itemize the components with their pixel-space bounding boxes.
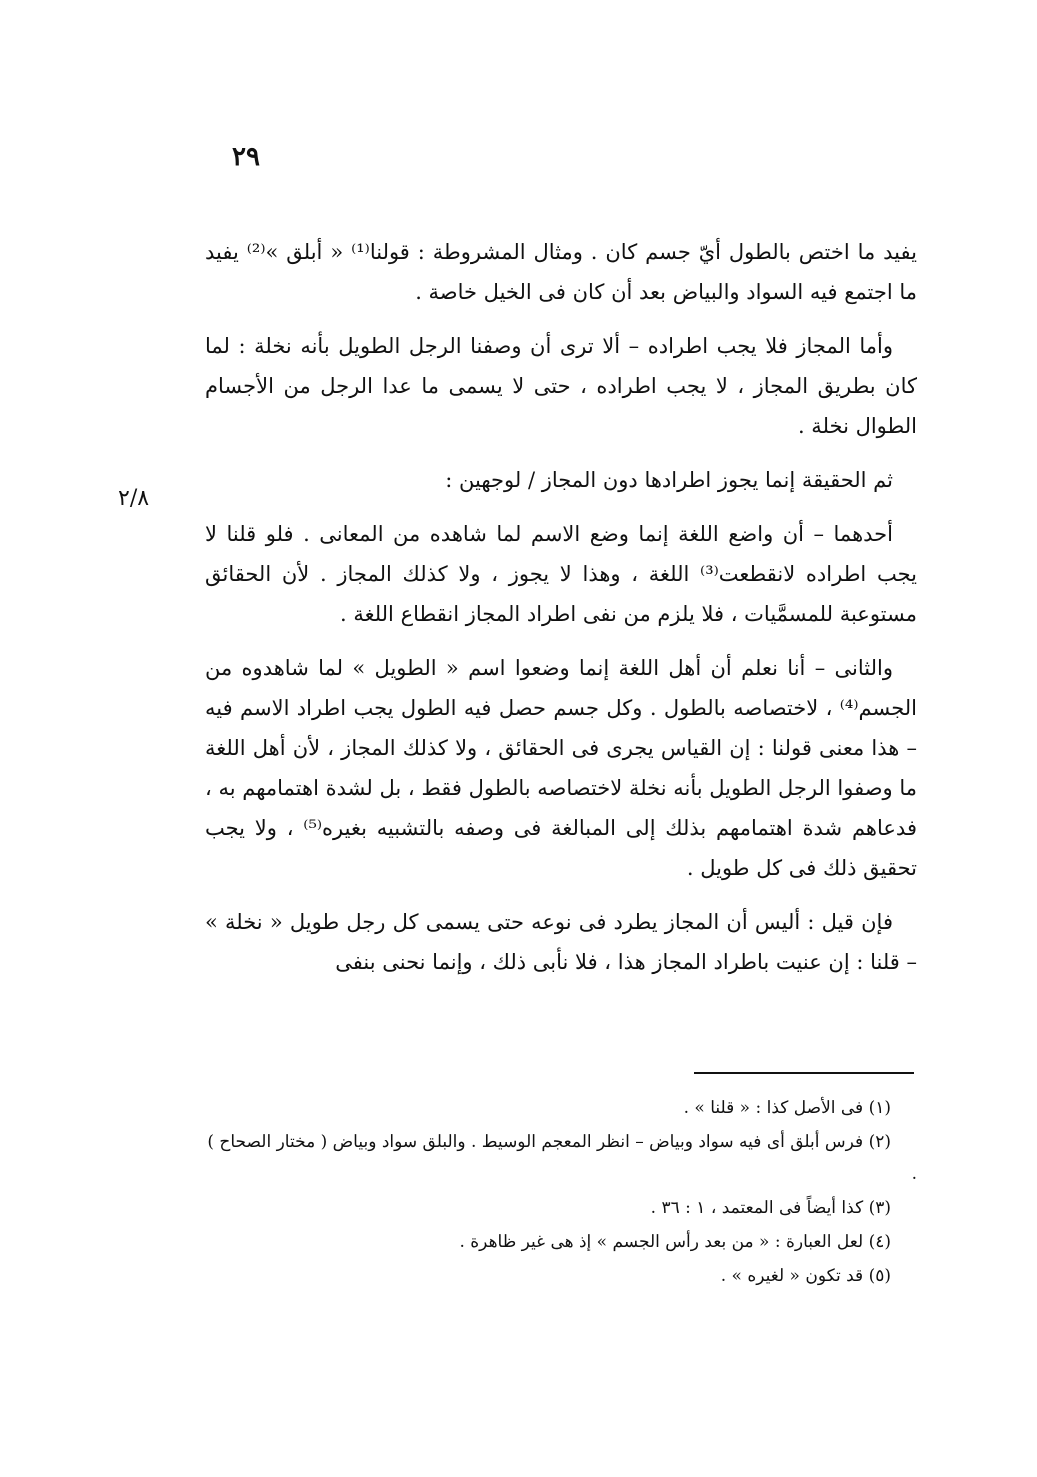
footnote: (٣) كذا أيضاً فى المعتمد ، ١ : ٣٦ .	[650, 1198, 891, 1218]
footnotes	[205, 1092, 917, 1294]
paragraph: والثانى – أنا نعلم أن أهل اللغة إنما وضعوا اسم « الطويل » لما شاهدوه من الجسم⁽⁴⁾ ، لاختصاصه بالطول . وكل جسم حصل فيه الطول يجب اطراد الاسم فيه – هذا معنى قولنا : إن القياس يجرى فى الحقائق ، ولا كذلك المجاز ، لأن أهل اللغة ما وصفوا الرجل الطويل بأنه نخلة لاختصاصه بالطول فقط ، بل لشدة اهتمامهم به ، فدعاهم شدة اهتمامهم بذلك إلى المبالغة فى وصفه بالتشبيه بغيره⁽⁵⁾ ، ولا يجب تحقيق ذلك فى كل طويل .	[205, 656, 917, 880]
main-text	[205, 232, 917, 996]
paragraph: يفيد ما اختص بالطول أيّ جسم كان . ومثال المشروطة : قولنا⁽¹⁾ « أبلق »⁽²⁾ يفيد ما اجتمع فيه السواد والبياض بعد أن كان فى الخيل خاصة .	[205, 240, 917, 304]
page-number: ٢٩	[232, 142, 260, 172]
footnote-divider	[694, 1072, 914, 1074]
paragraph: ثم الحقيقة إنما يجوز اطرادها دون المجاز / لوجهين :	[445, 468, 893, 492]
footnote: (٢) فرس أبلق أى فيه سواد وبياض – انظر المعجم الوسيط . والبلق سواد وبياض ( مختار الصحاح ) .	[207, 1132, 917, 1184]
paragraph: فإن قيل : أليس أن المجاز يطرد فى نوعه حتى يسمى كل رجل طويل « نخلة » – قلنا : إن عنيت باطراد المجاز هذا ، فلا نأبى ذلك ، وإنما نحنى بنفى	[205, 910, 917, 974]
paragraph: وأما المجاز فلا يجب اطراده – ألا ترى أن وصفنا الرجل الطويل بأنه نخلة : لما كان بطريق المجاز ، لا يجب اطراده ، حتى لا يسمى ما عدا الرجل من الأجسام الطوال نخلة .	[205, 334, 917, 438]
margin-page-reference: ٢/٨	[118, 486, 150, 511]
footnote: (١) فى الأصل كذا : « قلنا » .	[683, 1098, 891, 1118]
paragraph: أحدهما – أن واضع اللغة إنما وضع الاسم لما شاهده من المعانى . فلو قلنا لا يجب اطراده لانقطعت⁽³⁾ اللغة ، وهذا لا يجوز ، ولا كذلك المجاز . لأن الحقائق مستوعبة للمسمَّيات ، فلا يلزم من نفى اطراد المجاز انقطاع اللغة .	[205, 522, 917, 626]
footnote: (٤) لعل العبارة : « من بعد رأس الجسم » إذ هى غير ظاهرة .	[459, 1232, 891, 1252]
footnote: (٥) قد تكون « لغيره » .	[720, 1266, 891, 1286]
